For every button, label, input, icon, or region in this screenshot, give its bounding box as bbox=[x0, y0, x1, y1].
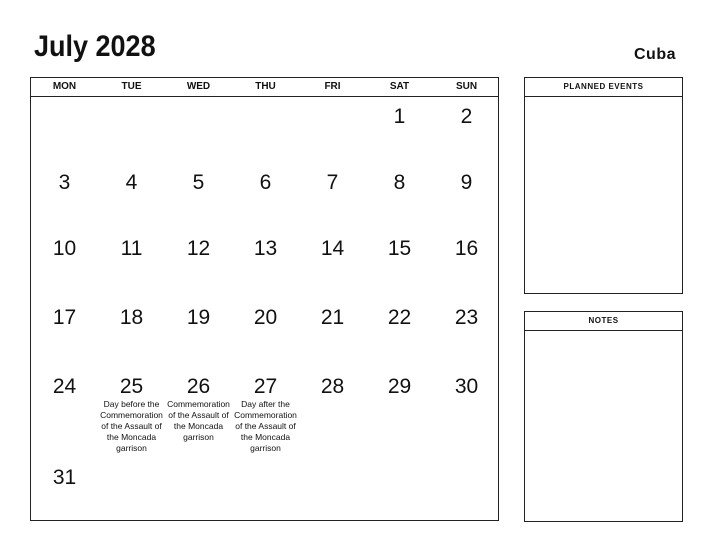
day-number: 14 bbox=[320, 237, 345, 260]
day-number: 25 bbox=[119, 375, 144, 398]
day-cell bbox=[366, 306, 433, 330]
day-cell bbox=[366, 375, 433, 399]
day-cell bbox=[98, 375, 165, 454]
day-cell bbox=[232, 237, 299, 261]
day-cell bbox=[165, 306, 232, 330]
day-number: 12 bbox=[186, 237, 211, 260]
calendar-title: July 2028 bbox=[34, 30, 156, 63]
holiday-note: Commemoration of the Assault of the Moncada garrison bbox=[167, 399, 230, 442]
day-cell bbox=[31, 171, 98, 195]
weekday-sun: SUN bbox=[455, 81, 478, 92]
day-number: 8 bbox=[393, 171, 406, 194]
day-number: 19 bbox=[186, 306, 211, 329]
day-cell bbox=[165, 171, 232, 195]
weekday-sat: SAT bbox=[389, 81, 410, 92]
day-number: 29 bbox=[387, 375, 412, 398]
day-number: 5 bbox=[192, 171, 205, 194]
day-cell bbox=[366, 105, 433, 129]
day-number: 2 bbox=[460, 105, 473, 128]
weekday-header bbox=[31, 78, 498, 97]
day-number: 26 bbox=[186, 375, 211, 398]
weekday-fri: FRI bbox=[324, 81, 341, 92]
notes-panel bbox=[524, 311, 683, 522]
planned-events-panel bbox=[524, 77, 683, 294]
day-cell bbox=[98, 237, 165, 261]
day-cell bbox=[299, 375, 366, 399]
day-number: 21 bbox=[320, 306, 345, 329]
day-number: 15 bbox=[387, 237, 412, 260]
day-cell bbox=[165, 237, 232, 261]
country-label: Cuba bbox=[634, 46, 676, 63]
calendar-grid bbox=[30, 77, 499, 521]
day-number: 11 bbox=[120, 237, 143, 260]
holiday-note: Day before the Commemoration of the Assault of the Moncada garrison bbox=[100, 399, 163, 453]
day-cell bbox=[433, 105, 500, 129]
day-number: 24 bbox=[52, 375, 77, 398]
day-cell bbox=[232, 375, 299, 454]
day-number: 4 bbox=[125, 171, 138, 194]
day-number: 28 bbox=[320, 375, 345, 398]
day-cell bbox=[433, 171, 500, 195]
day-cell bbox=[98, 171, 165, 195]
day-number: 10 bbox=[52, 237, 77, 260]
day-number: 30 bbox=[454, 375, 479, 398]
day-cell bbox=[31, 466, 98, 490]
day-cell bbox=[98, 306, 165, 330]
day-number: 7 bbox=[326, 171, 339, 194]
day-number: 6 bbox=[259, 171, 272, 194]
day-number: 9 bbox=[460, 171, 473, 194]
day-cell bbox=[433, 375, 500, 399]
day-cell bbox=[31, 306, 98, 330]
day-cell bbox=[433, 306, 500, 330]
day-cell bbox=[232, 171, 299, 195]
day-number: 31 bbox=[52, 466, 77, 489]
weekday-mon: MON bbox=[52, 81, 77, 92]
notes-heading: NOTES bbox=[525, 312, 682, 331]
day-cell bbox=[31, 237, 98, 261]
day-cell bbox=[366, 237, 433, 261]
day-cell bbox=[31, 375, 98, 399]
day-cell bbox=[299, 171, 366, 195]
day-number: 3 bbox=[58, 171, 71, 194]
day-number: 17 bbox=[52, 306, 77, 329]
day-cell bbox=[299, 237, 366, 261]
day-cell bbox=[433, 237, 500, 261]
day-number: 27 bbox=[253, 375, 278, 398]
day-number: 16 bbox=[454, 237, 479, 260]
weekday-tue: TUE bbox=[121, 81, 142, 92]
day-cell bbox=[232, 306, 299, 330]
day-number: 22 bbox=[387, 306, 412, 329]
day-number: 1 bbox=[393, 105, 406, 128]
planned-events-heading: PLANNED EVENTS bbox=[525, 78, 682, 97]
day-cell bbox=[299, 306, 366, 330]
holiday-note: Day after the Commemoration of the Assault of the Moncada garrison bbox=[234, 399, 297, 453]
weekday-thu: THU bbox=[255, 81, 276, 92]
day-number: 23 bbox=[454, 306, 479, 329]
day-number: 18 bbox=[119, 306, 144, 329]
day-cell bbox=[366, 171, 433, 195]
weekday-wed: WED bbox=[186, 81, 211, 92]
day-cell bbox=[165, 375, 232, 443]
day-number: 13 bbox=[253, 237, 278, 260]
day-number: 20 bbox=[253, 306, 278, 329]
